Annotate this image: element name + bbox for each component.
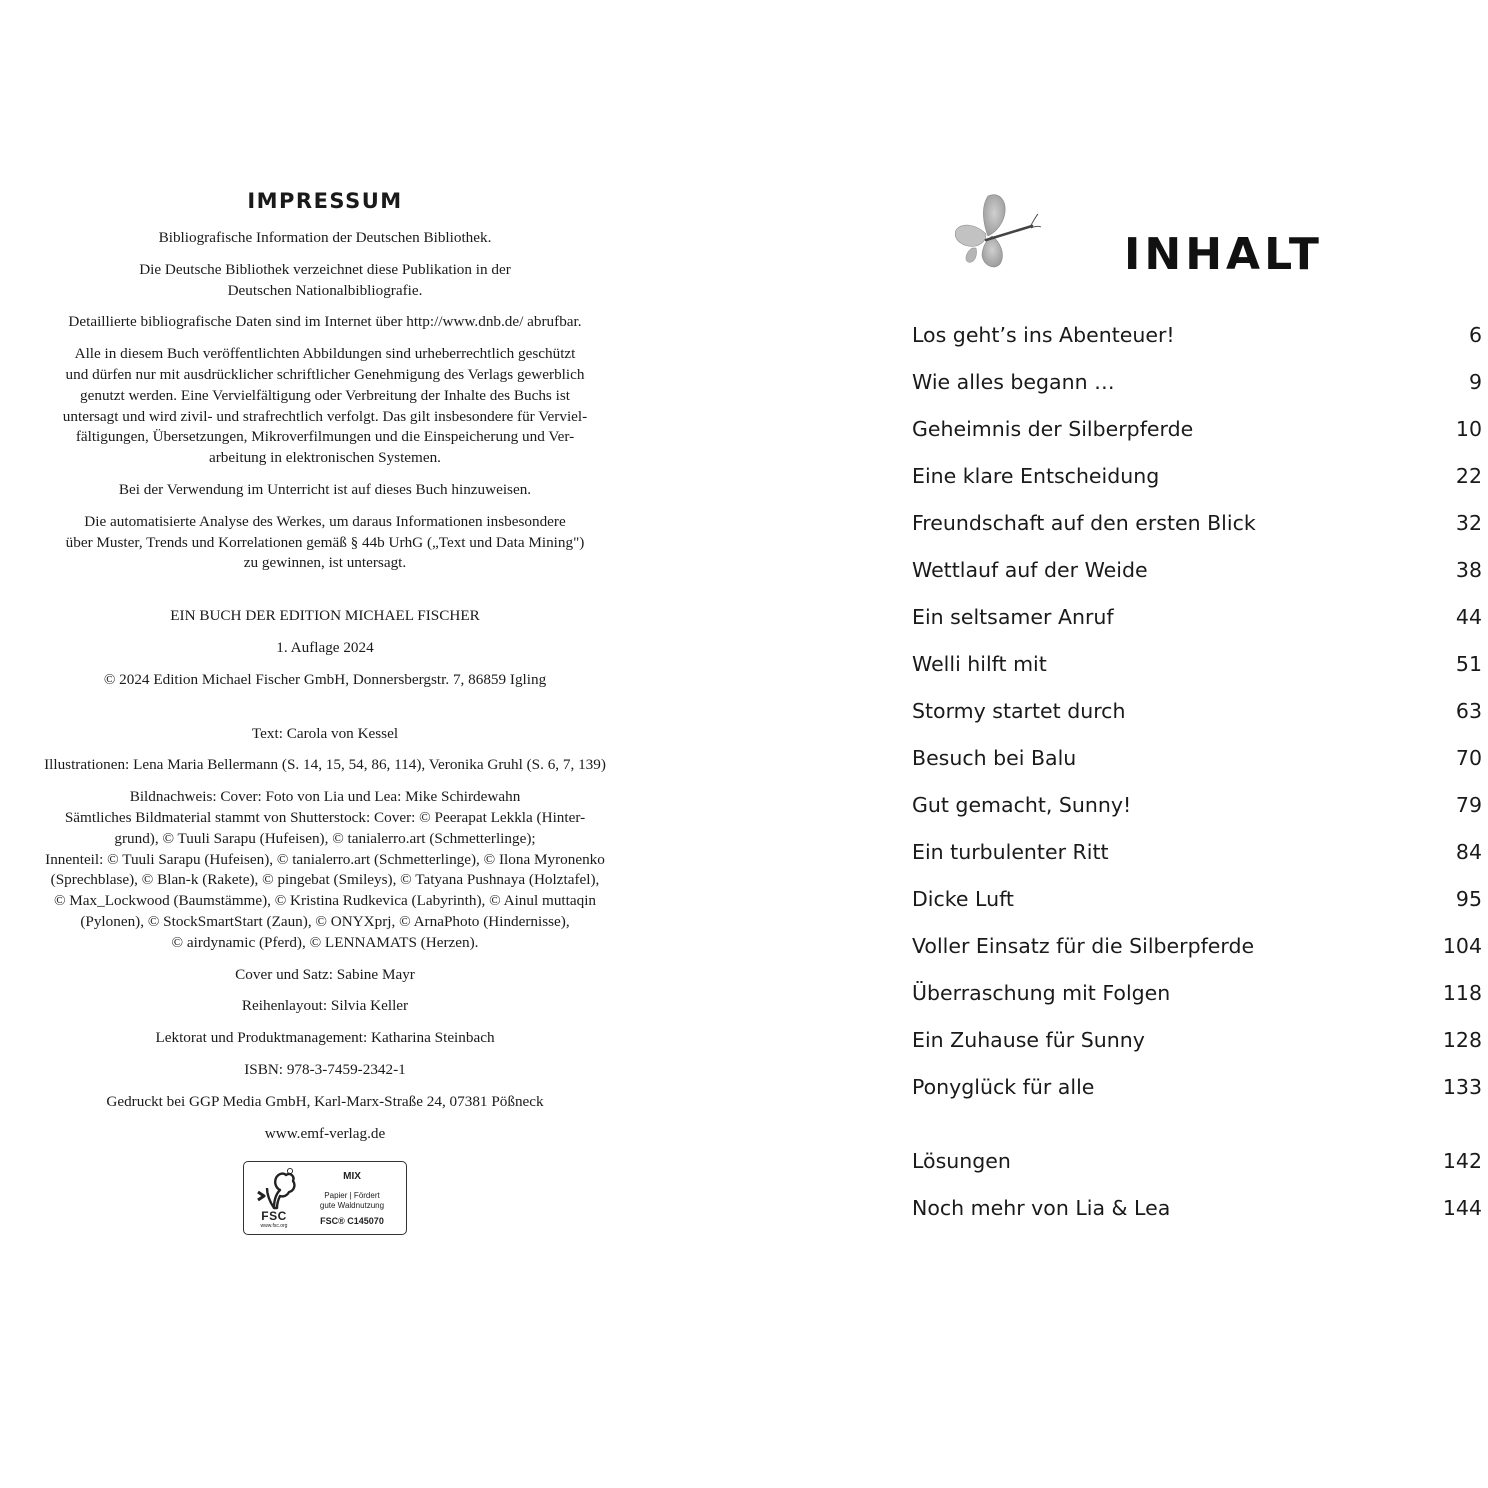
- toc-entry-title: Ein Zuhause für Sunny: [912, 1028, 1145, 1052]
- toc-entry-title: Noch mehr von Lia & Lea: [912, 1196, 1171, 1220]
- toc-entry-title: Gut gemacht, Sunny!: [912, 793, 1132, 817]
- toc-entry[interactable]: [912, 1064, 1482, 1111]
- toc-entry[interactable]: [912, 735, 1482, 782]
- toc-entry-page: 70: [1455, 746, 1482, 770]
- toc-entry-title: Ponyglück für alle: [912, 1075, 1095, 1099]
- fsc-logo-url: www.fsc.org: [260, 1223, 288, 1230]
- bildnachweis: Bildnachweis: Cover: Foto von Lia und Lea: Mike Schirdewahn Sämtliches Bildmaterial stammt von Shutterstock: Cover: © Peerapat Lekkla (Hinter- grund), © Tuuli Sarapu (Hufeisen), © tanialerro.art (Schmetterlinge); Innenteil: © Tuuli Sarapu (Hufeisen), © tanialerro.art (Schmetterlinge), © Ilona Myronenko (Sprechblase), © Blan-k (Rakete), © pingebat (Smileys), © Tatyana Pushnaya (Holztafel), © Max_Lockwood (Baumstämme), © Kristina Rudkevica (Labyrinth), © Ainul muttaqin (Pylonen), © StockSmartStart (Zaun), © ONYXprj, © ArnaPhoto (Hindernisse), © airdynamic (Pferd), © LENNAMATS (Herzen).: [45, 788, 605, 951]
- cover-satz-credit: Cover und Satz: Sabine Mayr: [235, 965, 415, 983]
- toc-entry-page: 84: [1455, 840, 1482, 864]
- toc-entry-page: 9: [1468, 370, 1482, 394]
- toc-entry-page: 128: [1442, 1028, 1482, 1052]
- website-link[interactable]: www.emf-verlag.de: [264, 1124, 386, 1142]
- toc-entry-title: Besuch bei Balu: [912, 746, 1077, 770]
- impressum-paragraph: Detaillierte bibliografische Daten sind im Internet über http://www.dnb.de/ abrufbar.: [68, 313, 582, 331]
- toc-entry[interactable]: [912, 923, 1482, 970]
- impressum-paragraph: Die Deutsche Bibliothek verzeichnet diese Publikation in der Deutschen Nationalbibliografie.: [139, 260, 511, 299]
- impressum-page: [0, 186, 650, 1235]
- toc-entry-page: 51: [1455, 652, 1482, 676]
- toc-entry-page: 79: [1455, 793, 1482, 817]
- toc-entry-page: 104: [1442, 934, 1482, 958]
- toc-entry-page: 63: [1455, 699, 1482, 723]
- toc-entry-page: 22: [1455, 464, 1482, 488]
- illustrations-credit: Illustrationen: Lena Maria Bellermann (S. 14, 15, 54, 86, 114), Veronika Gruhl (S. 6, 7, 139): [44, 756, 606, 774]
- impressum-paragraph: Bibliografische Information der Deutschen Bibliothek.: [158, 229, 492, 246]
- text-credit: Text: Carola von Kessel: [251, 724, 399, 742]
- copyright-line: © 2024 Edition Michael Fischer GmbH, Donnersbergstr. 7, 86859 Igling: [103, 670, 547, 688]
- toc-entry-page: 38: [1455, 558, 1482, 582]
- toc-entry-title: Wettlauf auf der Weide: [912, 558, 1148, 582]
- druck-line: Gedruckt bei GGP Media GmbH, Karl-Marx-Straße 24, 07381 Pößneck: [106, 1092, 544, 1110]
- toc-entry[interactable]: [912, 406, 1482, 453]
- toc-entry[interactable]: [912, 312, 1482, 359]
- toc-entry[interactable]: [912, 829, 1482, 876]
- toc-entry-title: Ein seltsamer Anruf: [912, 605, 1114, 629]
- toc-entry[interactable]: [912, 1185, 1482, 1232]
- auflage-line: 1. Auflage 2024: [276, 638, 374, 656]
- table-of-contents: [912, 312, 1482, 1111]
- impressum-paragraph: Die automatisierte Analyse des Werkes, um daraus Informationen insbesondere über Muster, Trends und Korrelationen gemäß § 44b UrhG („Text und Data Mining") zu gewinnen, ist untersagt.: [65, 512, 585, 572]
- toc-entry[interactable]: [912, 970, 1482, 1017]
- toc-entry[interactable]: [912, 453, 1482, 500]
- impressum-paragraph: Bei der Verwendung im Unterricht ist auf dieses Buch hinzuweisen.: [118, 480, 532, 498]
- fsc-description: Papier | Fördert gute Waldnutzung: [319, 1191, 385, 1211]
- toc-entry-title: Freundschaft auf den ersten Blick: [912, 511, 1256, 535]
- toc-entry-title: Eine klare Entscheidung: [912, 464, 1160, 488]
- toc-entry-title: Stormy startet durch: [912, 699, 1126, 723]
- toc-entry-title: Los geht’s ins Abenteuer!: [912, 323, 1175, 347]
- fsc-logo-word: FSC: [261, 1209, 287, 1224]
- toc-entry[interactable]: [912, 688, 1482, 735]
- toc-entry[interactable]: [912, 500, 1482, 547]
- toc-entry-page: 133: [1442, 1075, 1482, 1099]
- toc-entry[interactable]: [912, 547, 1482, 594]
- toc-entry-page: 144: [1442, 1196, 1482, 1220]
- impressum-paragraph: Alle in diesem Buch veröffentlichten Abbildungen sind urheberrechtlich geschützt und dürfen nur mit ausdrücklicher schriftlicher Genehmigung des Verlags gewerblich genutzt werden. Eine Vervielfältigung oder Verbreitung der Inhalte des Buchs ist untersagt und wird zivil- und strafrechtlich verfolgt. Das gilt insbesondere für Verviel- fältigungen, Übersetzungen, Mikroverfilmungen und die Einspeicherung und Ver- arbeitung in elektronischen Systemen.: [62, 345, 588, 467]
- toc-entry-title: Überraschung mit Folgen: [912, 981, 1171, 1005]
- toc-entry-page: 118: [1442, 981, 1482, 1005]
- reihenlayout-credit: Reihenlayout: Silvia Keller: [241, 997, 409, 1015]
- toc-entry-title: Voller Einsatz für die Silberpferde: [912, 934, 1255, 958]
- toc-extras: [912, 1138, 1482, 1232]
- toc-entry[interactable]: [912, 359, 1482, 406]
- fsc-label: [243, 1161, 407, 1235]
- toc-entry-title: Geheimnis der Silberpferde: [912, 417, 1194, 441]
- lektorat-credit: Lektorat und Produktmanagement: Katharina Steinbach: [155, 1029, 495, 1047]
- fsc-code: FSC® C145070: [320, 1216, 384, 1227]
- toc-entry-title: Dicke Luft: [912, 887, 1014, 911]
- toc-entry-page: 142: [1442, 1149, 1482, 1173]
- inhalt-title: INHALT: [1124, 229, 1323, 280]
- toc-entry-page: 10: [1455, 417, 1482, 441]
- toc-entry-page: 6: [1468, 323, 1482, 347]
- toc-entry[interactable]: [912, 1138, 1482, 1185]
- toc-entry-title: Welli hilft mit: [912, 652, 1047, 676]
- toc-entry-title: Lösungen: [912, 1149, 1011, 1173]
- toc-entry[interactable]: [912, 641, 1482, 688]
- toc-entry[interactable]: [912, 782, 1482, 829]
- toc-entry-title: Ein turbulenter Ritt: [912, 840, 1109, 864]
- isbn-line: ISBN: 978-3-7459-2342-1: [244, 1060, 406, 1078]
- fsc-mix: MIX: [343, 1171, 361, 1183]
- butterfly-icon: [950, 190, 1042, 274]
- toc-entry[interactable]: [912, 876, 1482, 923]
- edition-line: EIN BUCH DER EDITION MICHAEL FISCHER: [170, 607, 480, 625]
- toc-entry-title: Wie alles begann …: [912, 370, 1115, 394]
- impressum-title: IMPRESSUM: [247, 189, 403, 213]
- toc-entry-page: 32: [1455, 511, 1482, 535]
- toc-entry-page: 95: [1455, 887, 1482, 911]
- toc-entry-page: 44: [1455, 605, 1482, 629]
- toc-entry[interactable]: [912, 594, 1482, 641]
- toc-entry[interactable]: [912, 1017, 1482, 1064]
